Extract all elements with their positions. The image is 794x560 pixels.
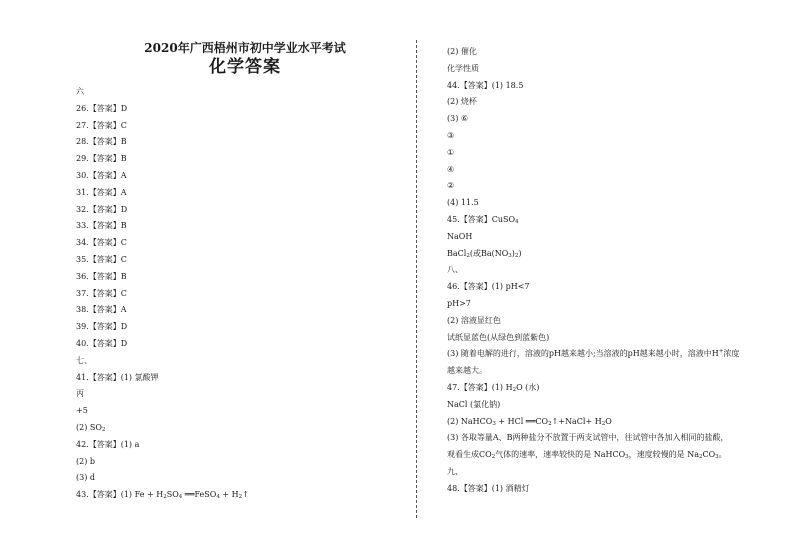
answer-line: ③ — [447, 130, 455, 140]
answer-line: 39.【答案】D — [76, 322, 128, 332]
subscript: 2 — [514, 252, 519, 259]
answer-line — [447, 447, 777, 464]
answer-line: 44.【答案】(1) 18.5 — [447, 80, 524, 90]
answer-line: 42.【答案】(1) a — [76, 439, 140, 449]
subscript: 2 — [466, 252, 470, 259]
answer-line: 36.【答案】B — [76, 271, 127, 281]
answer-line: +5 — [76, 406, 88, 416]
section-heading: 九、 — [447, 466, 463, 476]
superscript: + — [718, 348, 724, 355]
answer-line: 32.【答案】D — [76, 204, 128, 214]
answer-line: 丙 — [76, 389, 84, 399]
subscript: 2 — [163, 494, 167, 501]
exam-title: 2020年广西梧州市初中学业水平考试 — [144, 41, 346, 55]
subscript: 3 — [625, 454, 629, 461]
text-run: 47.【答案】(1) H — [447, 382, 513, 392]
text-run: 43.【答案】(1) Fe + H — [76, 490, 164, 500]
text-run: ══FeSO — [182, 490, 217, 500]
column-divider — [416, 40, 418, 518]
text-run: 。 — [718, 450, 727, 460]
answer-line — [447, 414, 777, 431]
answer-line: ① — [447, 147, 455, 157]
answer-line: 41.【答案】(1) 氯酸钾 — [76, 372, 159, 382]
answer-line — [447, 246, 777, 263]
document-subtitle: 化学答案 — [209, 57, 281, 77]
subscript: 2 — [101, 426, 106, 433]
answer-line: (2) 溶液显红色 — [447, 315, 501, 325]
answer-line: (2) b — [76, 456, 95, 466]
subscript: 2 — [601, 420, 606, 427]
subscript: 3 — [508, 252, 512, 259]
subscript: 2 — [238, 494, 243, 501]
subscript: 4 — [178, 494, 183, 501]
text-run: (2) NaHCO — [447, 416, 493, 426]
answer-line: (4) 11.5 — [447, 198, 479, 208]
answer-line — [447, 346, 777, 363]
text-run: ) — [511, 248, 515, 258]
answer-line: 40.【答案】D — [76, 338, 128, 348]
section-heading: 六 — [76, 87, 84, 96]
answer-line: (2) 催化 — [447, 47, 477, 56]
answer-line: ④ — [447, 164, 455, 174]
subscript: 2 — [512, 386, 517, 393]
answer-line: 33.【答案】B — [76, 221, 127, 231]
subscript: 3 — [715, 454, 719, 461]
answer-line: 48.【答案】(1) 酒精灯 — [447, 483, 530, 493]
answer-line — [76, 420, 396, 437]
answer-line: (3) 各取等量A、B两种盐分不放置于两支试管中，往试管中各加入相同的盐酸， — [447, 433, 729, 443]
text-run: O (水) — [516, 382, 540, 392]
subscript: 4 — [515, 218, 519, 225]
answer-line: NaOH — [447, 231, 473, 241]
text-run: CO — [702, 450, 716, 460]
text-run: ) — [518, 248, 522, 258]
answer-line: 46.【答案】(1) pH<7 — [447, 282, 530, 292]
answer-line: pH>7 — [447, 298, 471, 308]
text-run: (或Ba(NO — [469, 248, 509, 258]
text-run: O — [605, 416, 612, 426]
answer-line: 26.【答案】D — [76, 103, 128, 113]
subscript: 2 — [698, 454, 703, 461]
text-run: + HCl ══CO — [495, 416, 549, 426]
answer-line: 28.【答案】B — [76, 137, 127, 147]
text-run: (3) 随着电解的进行，溶液的pH越来越小;当溶液的pH越来越小时，溶液中H — [447, 349, 719, 359]
answer-line: (2) 烧杯 — [447, 97, 477, 107]
answer-line: 35.【答案】C — [76, 254, 127, 264]
subscript: 3 — [492, 420, 496, 427]
text-run: 45.【答案】CuSO — [447, 214, 516, 224]
subscript: 4 — [216, 494, 220, 501]
answer-line — [447, 380, 777, 397]
answer-line: (3) d — [76, 473, 95, 483]
answer-line: ② — [447, 181, 455, 191]
subscript: 2 — [491, 454, 496, 461]
text-run: (2) SO — [76, 422, 102, 432]
text-run: 观看生成CO — [447, 450, 492, 460]
answer-line: 试纸显蓝色(从绿色到蓝紫色) — [447, 332, 550, 342]
answer-line: 37.【答案】C — [76, 288, 127, 298]
answer-line: 34.【答案】C — [76, 238, 127, 248]
section-heading: 八、 — [447, 265, 463, 275]
text-run: BaCl — [447, 248, 467, 258]
answer-line: 化学性质 — [447, 63, 479, 73]
section-heading: 七、 — [76, 355, 92, 365]
answer-line — [447, 212, 777, 229]
answer-line: 30.【答案】A — [76, 170, 127, 180]
answer-line: 27.【答案】C — [76, 120, 127, 130]
answer-line: 38.【答案】A — [76, 305, 127, 315]
text-run: ，速度较慢的是 Na — [628, 450, 699, 460]
subscript: 2 — [548, 420, 552, 427]
answer-line: 31.【答案】A — [76, 187, 127, 197]
answer-line: (3) ⑥ — [447, 114, 469, 124]
right-column — [447, 44, 777, 498]
answer-line: 29.【答案】B — [76, 154, 127, 164]
text-run: + H — [219, 490, 239, 500]
left-column — [76, 84, 396, 504]
document-header — [120, 40, 370, 78]
text-run: 浓度 — [723, 349, 740, 359]
answer-line: 越来越大。 — [447, 366, 487, 376]
text-run: 气体的速率，速率较快的是 NaHCO — [495, 450, 626, 460]
answer-line: NaCl (氯化钠) — [447, 399, 501, 409]
text-run: SO — [166, 490, 179, 500]
text-run: ↑ — [242, 490, 249, 500]
answer-line — [76, 487, 396, 504]
text-run: ↑+NaCl+ H — [551, 416, 602, 426]
